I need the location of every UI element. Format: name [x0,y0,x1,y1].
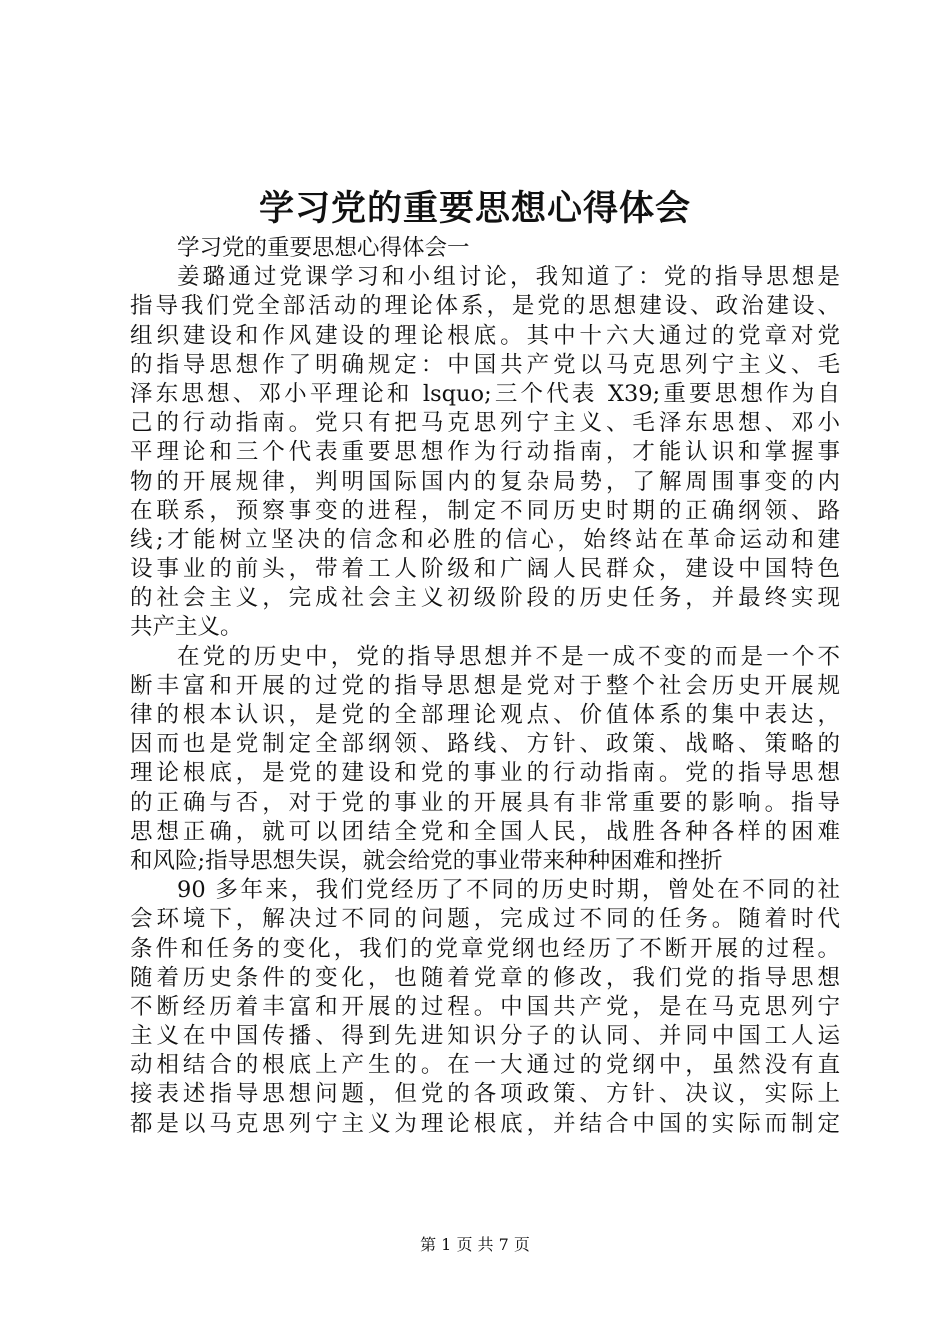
document-title: 学习党的重要思想心得体会 [258,188,691,229]
section-heading: 学习党的重要思想心得体会一 [177,235,470,261]
paragraph-line: 理论根底，是党的建设和党的事业的行动指南。党的指导思想 [130,760,840,787]
paragraph-line: 条件和任务的变化，我们的党章党纲也经历了不断开展的过程。 [130,935,840,962]
paragraph-line: 物的开展规律，判明国际国内的复杂局势，了解周围事变的内 [130,468,840,495]
paragraph-line: 律的根本认识，是党的全部理论观点、价值体系的集中表达， [130,702,840,728]
paragraph-line: 的正确与否，对于党的事业的开展具有非常重要的影响。指导 [130,789,840,816]
paragraph-line: 因而也是党制定全部纲领、路线、方针、政策、战略、策略的 [130,731,840,758]
paragraph-line: 会环境下，解决过不同的问题，完成过不同的任务。随着时代 [130,906,840,933]
paragraph-line: 共产主义。 [130,614,243,641]
paragraph-line: 接表述指导思想问题，但党的各项政策、方针、决议，实际上 [130,1081,840,1108]
paragraph-line: 都是以马克思列宁主义为理论根底，并结合中国的实际而制定 [130,1110,840,1137]
paragraph-line: 思想正确，就可以团结全党和全国人民，战胜各种各样的困难 [130,818,840,845]
paragraph-line: 不断经历着丰富和开展的过程。中国共产党，是在马克思列宁 [130,993,840,1020]
paragraph-line: 的指导思想作了明确规定：中国共产党以马克思列宁主义、毛 [130,351,840,378]
document-body [130,234,840,1139]
page-number-footer: 第 1 页 共 7 页 [420,1235,530,1254]
paragraph-line: 在党的历史中，党的指导思想并不是一成不变的而是一个不 [177,643,840,670]
paragraph-line: 随着历史条件的变化，也随着党章的修改，我们党的指导思想 [130,964,840,991]
paragraph-line: 平理论和三个代表重要思想作为行动指南，才能认识和掌握事 [130,439,840,466]
paragraph-line: 90 多年来，我们党经历了不同的历史时期，曾处在不同的社 [177,877,840,904]
paragraph-line: 组织建设和作风建设的理论根底。其中十六大通过的党章对党 [130,322,840,349]
paragraph-line: 在联系，预察事变的进程，制定不同历史时期的正确纲领、路 [130,497,840,524]
paragraph-line: 动相结合的根底上产生的。在一大通过的党纲中，虽然没有直 [130,1052,840,1079]
paragraph-line: 己的行动指南。党只有把马克思列宁主义、毛泽东思想、邓小 [130,410,840,437]
paragraph-line: 的社会主义，完成社会主义初级阶段的历史任务，并最终实现 [130,585,840,612]
paragraph-line: 线;才能树立坚决的信念和必胜的信心，始终站在革命运动和建 [130,526,840,553]
paragraph-line: 断丰富和开展的过党的指导思想是党对于整个社会历史开展规 [130,672,840,699]
paragraph-line: 泽东思想、邓小平理论和 lsquo;三个代表 X39;重要思想作为自 [130,380,840,407]
paragraph-line: 指导我们党全部活动的理论体系，是党的思想建设、政治建设、 [130,293,840,320]
paragraph-line: 姜璐通过党课学习和小组讨论，我知道了：党的指导思想是 [177,264,840,291]
paragraph-line: 和风险;指导思想失误，就会给党的事业带来种种困难和挫折 [130,847,723,874]
paragraph-line: 设事业的前头，带着工人阶级和广阔人民群众，建设中国特色 [130,556,840,583]
paragraph-line: 主义在中国传播、得到先进知识分子的认同、并同中国工人运 [130,1023,840,1050]
